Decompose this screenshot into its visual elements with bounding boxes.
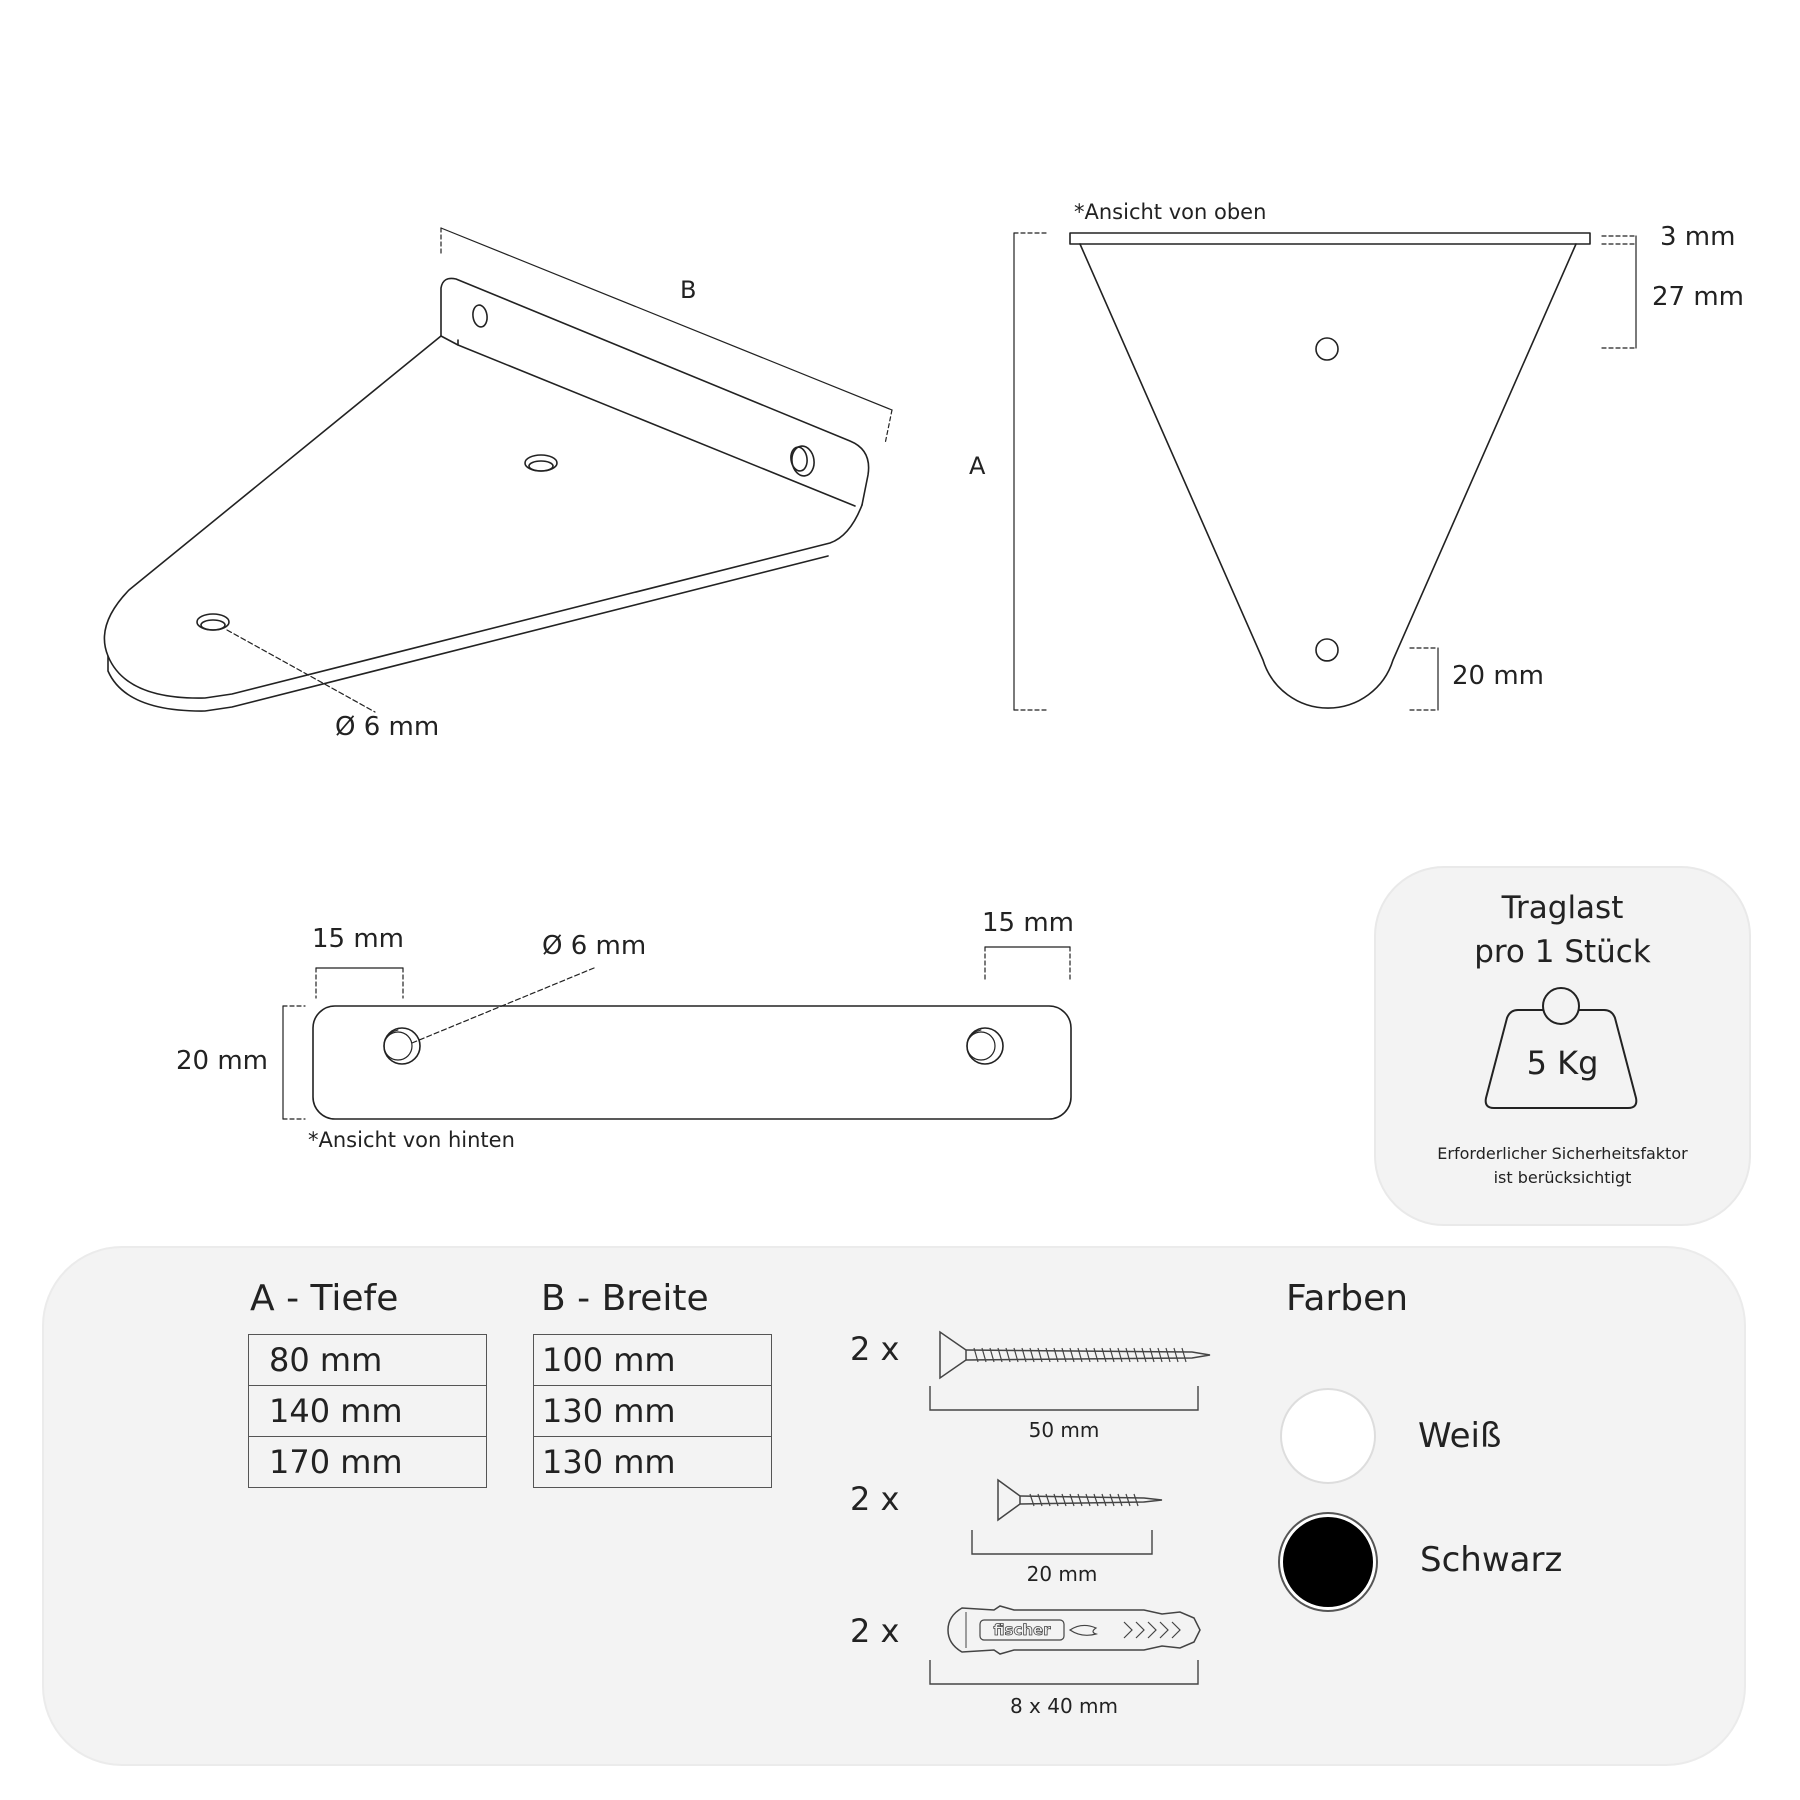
long-screw-size: 50 mm — [1028, 1418, 1100, 1442]
width-header: B - Breite — [541, 1278, 709, 1319]
long-screw-icon — [936, 1326, 1236, 1382]
wall-plug-dimension-line — [928, 1658, 1208, 1688]
hole-diameter-label: Ø 6 mm — [335, 712, 440, 742]
short-screw-size: 20 mm — [1026, 1562, 1098, 1586]
wall-plug-icon — [944, 1602, 1214, 1658]
right-offset-label: 15 mm — [982, 908, 1075, 938]
color-swatch-black[interactable] — [1280, 1514, 1376, 1610]
back-hole-diameter-label: Ø 6 mm — [542, 931, 647, 961]
short-screw-dimension-line — [970, 1528, 1160, 1558]
load-title-line1: Traglast — [1501, 890, 1624, 926]
dimension-label-a: A — [969, 452, 986, 480]
back-view-drawing — [283, 947, 1071, 1119]
long-screw-quantity: 2 x — [850, 1330, 900, 1368]
color-name-black: Schwarz — [1420, 1540, 1563, 1580]
load-capacity-card — [1374, 866, 1751, 1226]
table-row — [534, 1437, 772, 1488]
wall-plug-size: 8 x 40 mm — [1009, 1694, 1119, 1718]
width-value: 130 mm — [534, 1437, 772, 1488]
left-offset-label: 15 mm — [312, 924, 405, 954]
depth-value: 140 mm — [249, 1386, 487, 1437]
load-weight-value: 5 Kg — [1526, 1044, 1599, 1082]
color-name-white: Weiß — [1418, 1416, 1502, 1456]
short-screw-quantity: 2 x — [850, 1480, 900, 1518]
back-height-label: 20 mm — [176, 1046, 269, 1076]
short-screw-icon — [994, 1476, 1174, 1524]
isometric-bracket-drawing — [104, 228, 892, 712]
specification-panel — [42, 1246, 1746, 1766]
depth-header: A - Tiefe — [250, 1278, 399, 1319]
depth-value: 170 mm — [249, 1437, 487, 1488]
width-value: 130 mm — [534, 1386, 772, 1437]
color-swatch-white[interactable] — [1280, 1388, 1376, 1484]
tip-length-label: 20 mm — [1452, 661, 1545, 691]
thickness-label: 3 mm — [1660, 222, 1736, 252]
back-view-note: *Ansicht von hinten — [308, 1128, 515, 1152]
wall-plug-quantity: 2 x — [850, 1612, 900, 1650]
width-table — [533, 1334, 772, 1488]
top-view-drawing — [1014, 233, 1636, 710]
table-row — [249, 1437, 487, 1488]
table-row — [249, 1335, 487, 1386]
table-row — [534, 1335, 772, 1386]
safety-note-line1: Erforderlicher Sicherheitsfaktor — [1437, 1144, 1688, 1163]
depth-table — [248, 1334, 487, 1488]
colors-header: Farben — [1286, 1278, 1409, 1319]
load-title-line2: pro 1 Stück — [1474, 934, 1651, 970]
long-screw-dimension-line — [928, 1384, 1208, 1414]
wall-plug-brand: fischer — [993, 1621, 1051, 1639]
dimension-label-b: B — [680, 276, 697, 304]
depth-value: 80 mm — [249, 1335, 487, 1386]
width-value: 100 mm — [534, 1335, 772, 1386]
top-view-note: *Ansicht von oben — [1074, 200, 1267, 224]
table-row — [249, 1386, 487, 1437]
flange-height-label: 27 mm — [1652, 282, 1745, 312]
safety-note-line2: ist berücksichtigt — [1493, 1168, 1632, 1187]
table-row — [534, 1386, 772, 1437]
